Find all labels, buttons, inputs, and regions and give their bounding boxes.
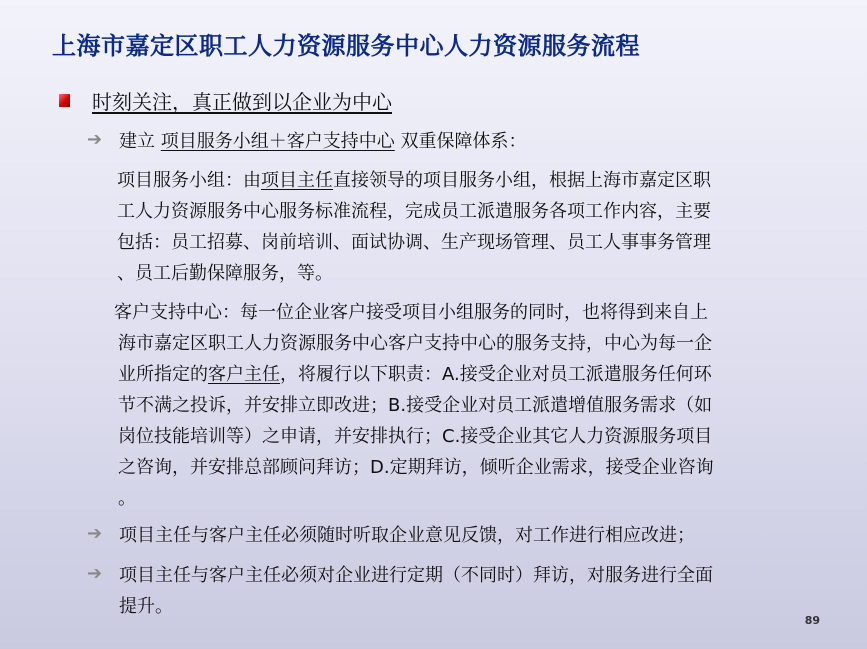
main-bullet-text: 时刻关注，真正做到以企业为中心 [92,90,392,114]
main-bullet [59,86,392,115]
project-team-paragraph: 项目服务小组：由项目主任直接领导的项目服务小组，根据上海市嘉定区职 工人力资源服务中心服务标准流程，完成员工派遣服务各项工作内容，主要 包括：员工招募、岗前培训、面试协调、生产现场管理、员工人事事务管理 、员工后勤保障服务，等。 [117,170,711,284]
arrow-right-icon: ➔ [87,129,103,150]
arrow-right-icon: ➔ [87,523,103,544]
list-item-feedback [87,520,809,551]
slide-title: 上海市嘉定区职工人力资源服务中心人力资源服务流程 [52,32,640,60]
list-item-text: 项目主任与客户主任必须随时听取企业意见反馈，对工作进行相应改进； [119,525,695,546]
arrow-right-icon: ➔ [87,563,103,584]
list-item-text: 项目主任与客户主任必须对企业进行定期（不同时）拜访，对服务进行全面 提升。 [119,565,713,617]
red-square-bullet-icon [59,94,70,107]
list-item-visit [87,560,809,622]
list-item-system [87,126,809,157]
page-number: 89 [804,614,820,627]
support-center-paragraph: 客户支持中心：每一位企业客户接受项目小组服务的同时，也将得到来自上 海市嘉定区职工人力资源服务中心客户支持中心的服务支持，中心为每一企 业所指定的客户主任，将履行以下职责：A.接受企业对员工派遣服务任何环 节不满之投诉，并安排立即改进；B.接受企业对员工派遣增值服务需求（如 岗位技能培训等）之申请，并安排执行；C.接受企业其它人力资源服务项目 之咨询，并安排总部顾问拜访；D.定期拜访，倾听企业需求，接受企业咨询 。 [114,302,714,509]
list-item-text: 建立 项目服务小组＋客户支持中心 双重保障体系： [119,131,527,152]
